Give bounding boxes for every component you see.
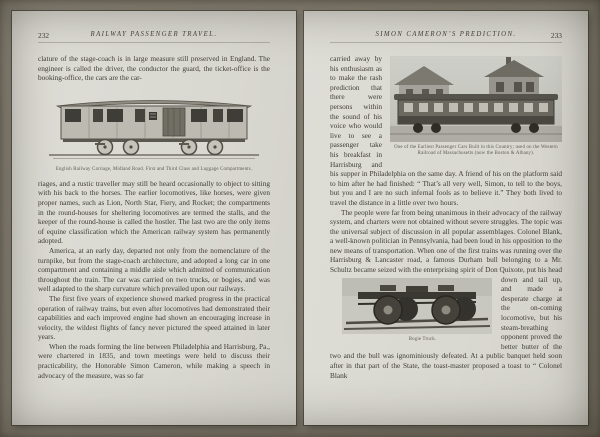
running-head-title: SIMON CAMERON’S PREDICTION. xyxy=(375,31,517,38)
right-page xyxy=(304,11,588,425)
bogie-truck-photo-figure xyxy=(342,278,492,343)
paragraph-text: carried away by his enthusiasm as to make the rash prediction that there were persons within the sound of his voice who would live to see a passenger take his breakfast in Harrisburg and his supper in Philadelphia on the same day. A friend of his on the platform said to him after he had finished: “ That’s all very well, Simon, to tell to the boys, but you and I are no such infernal fools as to believe it.” They both lived to travel the distance in a little over two hours. xyxy=(330,54,562,207)
page-number-right: 233 xyxy=(550,31,562,40)
bogie-truck-caption: Bogie Truck. xyxy=(408,336,437,342)
paragraph xyxy=(330,54,562,208)
passenger-car-photo-figure xyxy=(390,56,562,157)
carriage-engraving xyxy=(43,92,265,164)
running-head-title: RAILWAY PASSENGER TRAVEL. xyxy=(90,31,218,38)
page-number-left: 232 xyxy=(38,31,50,40)
paragraph-text: The people were far from being unanimous in their advocacy of the railway system, and charters were not obtained without severe struggles. The topic was the universal subject of discussion in all popular assemblages. Colonel Blank, a well-known politician in Pennsylvania, had been loud in his opposition to the new means of transportation. When one of the first trains was running over the Harrisburg & Lancaster road, a famous Durham bull belonging to a Mr. Schultz became seized with the enterprising xyxy=(330,207,562,275)
carriage-engraving-figure xyxy=(43,92,265,173)
paragraph xyxy=(330,208,562,381)
paragraph: The first five years of experience showed marked progress in the practical operation of railway trains, but even after locomotives had demonstrated their capabilities and each improved engine had shown an encouraging increase in velocity, the wildest flights of fancy never pictured the speed attained in later years. xyxy=(38,293,270,342)
paragraph: clature of the stage-coach is in large measure still preserved in England. The engineer is called the driver, the conductor the guard, the ticket-office is the booking-office, the cars are the car- xyxy=(38,54,270,83)
left-page xyxy=(12,11,296,425)
carriage-caption: English Railway Carriage, Midland Road. First and Third Class and Luggage Compartments. xyxy=(55,166,253,172)
running-head-left xyxy=(38,31,270,43)
passenger-car-caption: One of the Earliest Passenger Cars Built in this Country; used on the Western Railroad of Massachusetts (now the Boston & Albany). xyxy=(394,145,558,156)
paragraph-text: spirit of Don Quixote, put his head down and tail up, and made a desperate charge at the on-coming locomotive, but his steam-breathing opponent proved the better butter of the two and the bull was ignominiously defeated. At a public banquet held soon after in that part of the State, the toast-master proposed a toast to “ Colonel Blank xyxy=(330,265,562,380)
bogie-truck-photo xyxy=(342,278,492,334)
paragraph: When the roads forming the line between Philadelphia and Harrisburg, Pa., were chartered in 1835, and town meetings were held to discuss their practicability, the Honorable Simon Cameron, while making a speech in advocacy of the measure, was so far xyxy=(38,341,270,380)
paragraph: America, at an early day, departed not only from the nomenclature of the turnpike, but from the stage-coach architecture, and adopted a long car in one compartment and containing a middle aisle which admitted of communication throughout the train. The car was carried on two trucks, or bogies, and was well adapted to the sharp curvature which prevailed upon our railways. xyxy=(38,245,270,294)
passenger-car-photo xyxy=(390,56,562,142)
paragraph: riages, and a rustic traveller may still be heard occasionally to object to sitting with his back to the horses. The earlier locomotives, like horses, were given proper names, such as Lion, North Star, Fiery, and Rocket; the compartments in the round-houses for sheltering locomotives are termed the stalls, and the keeper of the round-house is called the hostler. The last two are the only items of equine classification which the American railway system has permanently adopted. xyxy=(38,178,270,246)
running-head-right xyxy=(330,31,562,43)
